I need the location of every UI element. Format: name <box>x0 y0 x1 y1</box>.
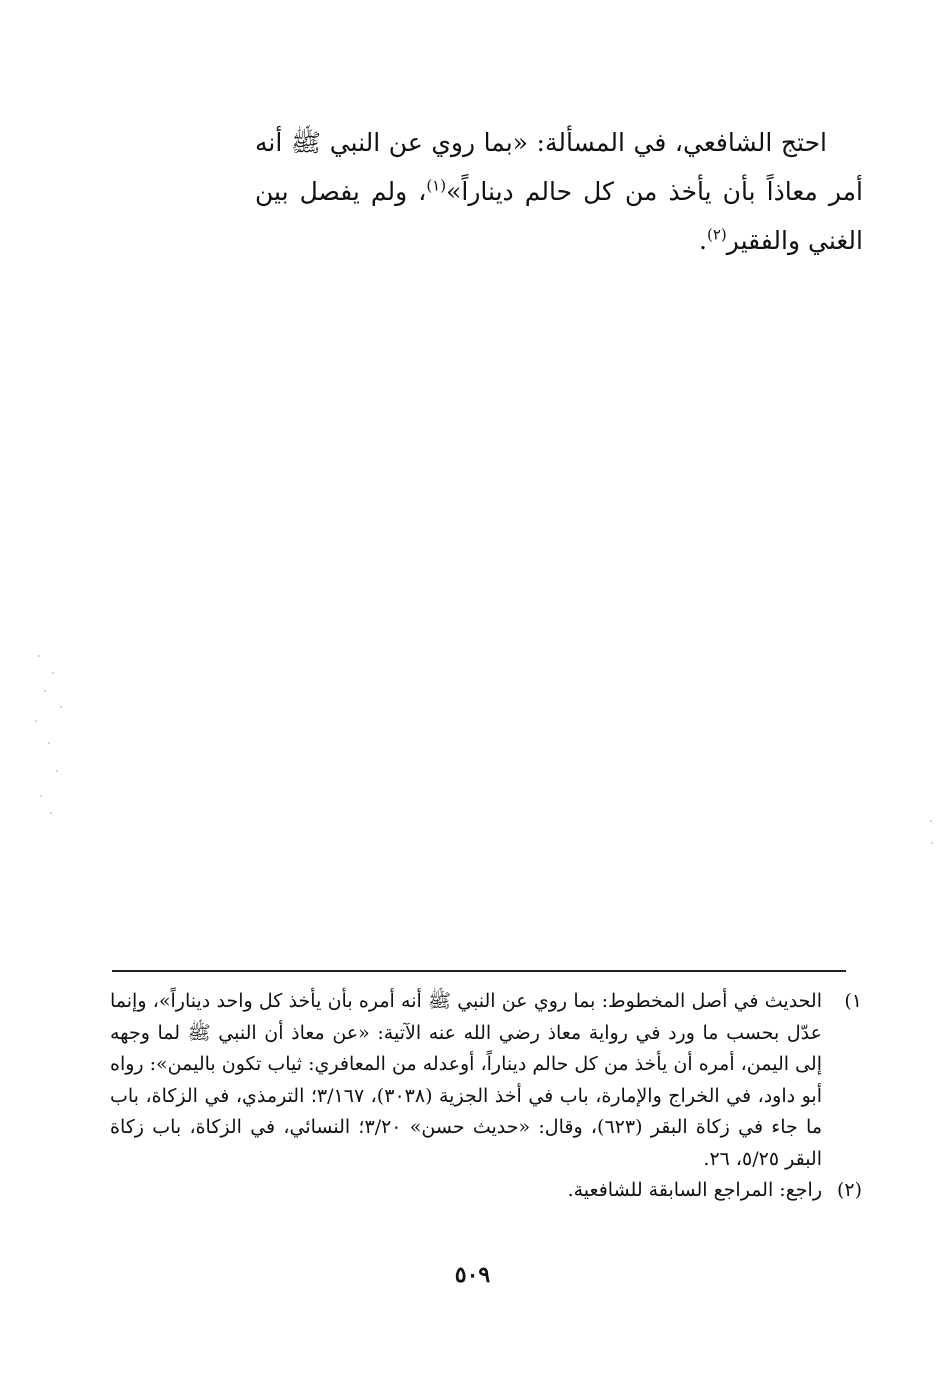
footnote-1 <box>110 986 862 1175</box>
footnote-1-text: الحديث في أصل المخطوط: بما روي عن النبي ﷺ أنه أمره بأن يأخذ كل واحد ديناراً»، وإنما عدّل بحسب ما ورد في رواية معاذ رضي الله عنه الآتية: «عن معاذ أن النبي ﷺ لما وجهه إلى اليمن، أمره أن يأخذ من كل حالم ديناراً، أوعدله من المعافري: ثياب تكون باليمن»: رواه أبو داود، في الخراج والإمارة، باب في أخذ الجزية (٣٠٣٨)، ٣/١٦٧؛ الترمذي، في الزكاة، باب ما جاء في زكاة البقر (٦٢٣)، وقال: «حديث حسن» ٣/٢٠؛ النسائي، في الزكاة، باب زكاة البقر ٥/٢٥، ٢٦. <box>110 990 823 1170</box>
scan-speckle <box>931 842 933 844</box>
main-text-block <box>255 118 863 265</box>
scan-speckle <box>60 706 62 708</box>
main-paragraph-end: . <box>699 226 707 255</box>
main-paragraph-text: احتج الشافعي، في المسألة: «بما روي عن النبي ﷺ أنه أمر معاذاً بأن يأخذ من كل حالم ديناراً» <box>255 128 863 206</box>
footnote-2-text: راجع: المراجع السابقة للشافعية. <box>567 1179 822 1201</box>
footnote-ref-2[interactable]: (٢) <box>707 225 727 244</box>
footnote-separator <box>112 970 846 972</box>
footnotes-section <box>110 986 862 1207</box>
scan-speckle <box>52 672 54 674</box>
scan-speckle <box>930 820 932 822</box>
scan-speckle <box>35 720 37 722</box>
footnote-ref-1[interactable]: (١) <box>426 176 447 195</box>
scan-speckle <box>40 795 42 797</box>
footnote-2-marker: (٢) <box>836 1179 862 1201</box>
footnote-2 <box>110 1175 862 1207</box>
main-paragraph <box>255 118 863 265</box>
scan-speckle <box>48 742 50 744</box>
footnote-1-marker: ١) <box>844 990 862 1012</box>
scan-speckle <box>50 812 52 814</box>
scan-speckle <box>56 770 58 772</box>
main-paragraph-text-continued: ، ولم يفصل بين الغني والفقير <box>255 177 863 255</box>
scan-speckle <box>44 690 46 692</box>
scan-speckle <box>38 655 40 657</box>
page-number: ٥٠٩ <box>454 1262 491 1288</box>
